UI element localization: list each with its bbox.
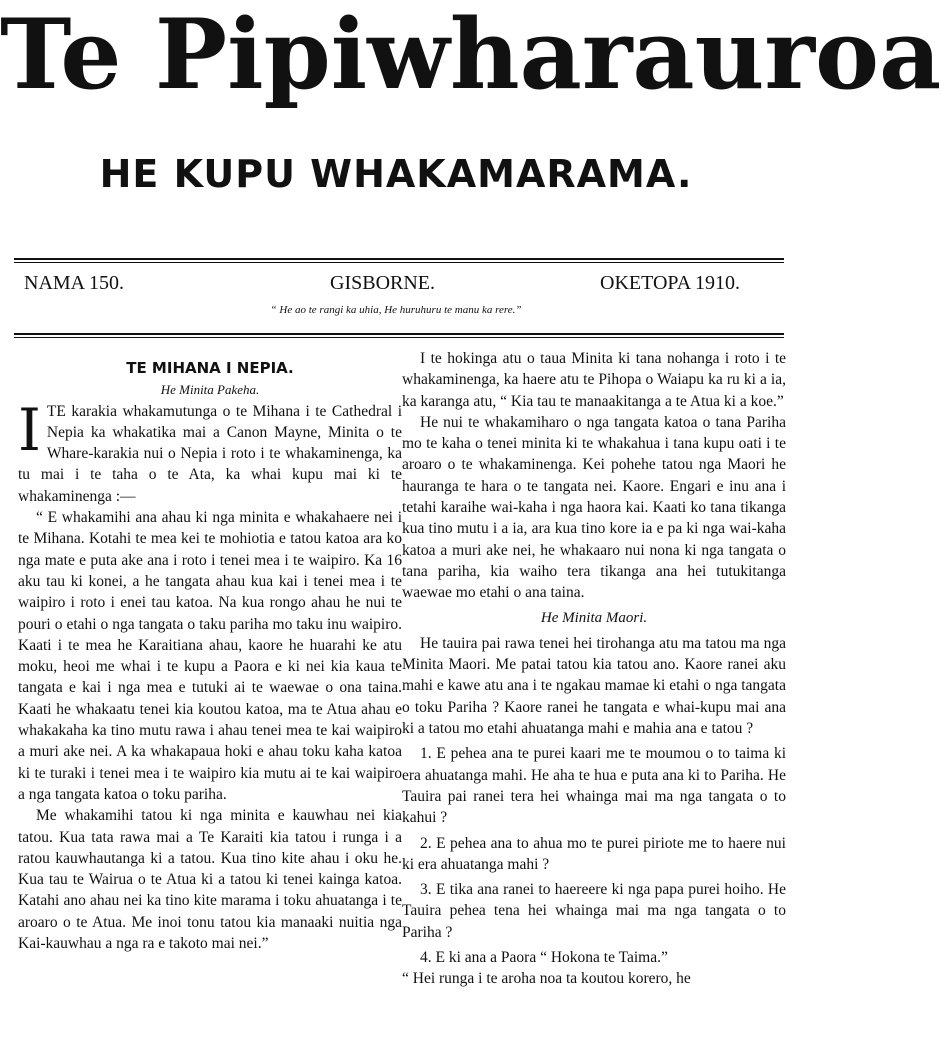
article-byline: He Minita Pakeha. <box>160 382 260 398</box>
question-4: 4. E ki ana a Paora “ Hokona te Taima.” <box>420 949 668 967</box>
article-paragraph-1-text: TE karakia whakamutunga o te Mihana i te Cathedral i Nepia ka whakatika mai a Canon Mayne, Minita o te Whare-karakia nui o Nepia i roto i te whakaminenga, ka tu mai i te taha o te Ata, ka whai kupu mai ki te whakaminenga :— <box>18 402 402 505</box>
issue-city: GISBORNE. <box>330 272 436 294</box>
article-heading: TE MIHANA I NEPIA. <box>126 359 294 377</box>
motto: “ He ao te rangi ka uhia, He huruhuru te manu ka rere.” <box>270 304 522 316</box>
masthead-title: Te Pipiwharauroa <box>0 0 941 111</box>
question-2: 2. E pehea ana to ahua mo te purei piriote me to haere nui ki era ahuatanga mahi ? <box>402 834 786 873</box>
article-paragraph-1 <box>18 395 402 507</box>
article-paragraph-2: “ E whakamihi ana ahau ki nga minita e whakahaere nei i te Mihana. Kotahi te mea kei te mohiotia e tatou katoa ara ko nga mate e puta ake ana i roto i tenei mea i te waipiro. Ka 16 aku tau ki konei, a he tangata ahau kua kai i tenei mea i te waipiro i roto i enei tau katoa. Na kua rongo ahau he nui te pouri o etahi o nga tangata o taku pariha mo taku inu waipiro. Kaati i te mea he Karaitiana ahau, kaore he huarahi ke atu moku, heoi me whai i te kupu a Paora e ki nei kia kaua te tangata e kai i nga mea e tutuki ai te waewae o ona taina. Kaati he whakaatu tenei kia koutou katoa, ma te Atua ahau e whakakaha ka tino mutu rawa i ahau tenei mea te kai waipiro a muri ake nei. A ka whakapaua hoki e ahau toku kaha katoa ki te turaki i tenei mea i te waipiro kia mutu ai te kai waipiro a nga tangata katoa o toku pariha. <box>18 509 402 803</box>
question-1: 1. E pehea ana te purei kaari me te moumou o to taima ki era ahuatanga mahi. He aha te hua e puta ana ki to Pariha. He Tauira pai ranei tera hei whainga mai ma nga tangata o to kahui ? <box>402 745 786 827</box>
right-paragraph-1: I te hokinga atu o taua Minita ki tana nohanga i roto i te whakaminenga, ka haere atu te Pihopa o Waiapu ka ru ki a ia, ka karanga atu, “ Kia tau te manaakitanga a te Atua ki a koe.” <box>402 350 786 410</box>
quote-continuation: “ Hei runga i te aroha noa ta koutou korero, he <box>402 970 691 988</box>
issue-date: OKETOPA 1910. <box>600 272 741 294</box>
question-3: 3. E tika ana ranei to haereere ki nga papa purei hoiho. He Tauira pehea tena hei whainga mai ma nga tangata o to Pariha ? <box>402 881 786 941</box>
masthead-subtitle: HE KUPU WHAKAMARAMA. <box>99 152 693 196</box>
issue-number: NAMA 150. <box>24 272 125 294</box>
right-column <box>402 348 786 990</box>
left-column <box>18 348 402 954</box>
rule-top-thin <box>14 262 784 263</box>
drop-cap: I <box>18 395 41 464</box>
right-paragraph-3: He tauira pai rawa tenei hei tirohanga atu ma tatou ma nga Minita Maori. Me patai tatou kia tatou ano. Kaore ranei aku mahi e kawe atu ana i te ngakau mamae ki etahi o nga tangata o toku Pariha ? Kaore ranei he tangata e whai-kupu mai ana ki a tatou mo etahi ahuatanga mahi e mahia ana e tatou ? <box>402 634 786 738</box>
article-paragraph-3: Me whakamihi tatou ki nga minita e kauwhau nei kia tatou. Kua tata rawa mai a Te Karaiti kia tatou i runga i a ratou kauwhautanga ki a tatou. Kua tino kite ahau i oku he. Kua tau te Wairua o te Atua ki a tatou ki tenei kainga katoa. Katahi ano ahau nei ka tino kite marama i toku ahuatanga i te aroaro o te Atua. Me inoi tonu tatou kia manaaki nuitia nga Kai-kauwhau a nga ra e takoto mai nei.” <box>18 807 402 953</box>
rule-bottom-thin <box>14 337 784 338</box>
rule-bottom <box>14 333 784 335</box>
rule-top <box>14 258 784 260</box>
right-subheading: He Minita Maori. <box>540 609 648 626</box>
right-paragraph-2: He nui te whakamiharo o nga tangata katoa o tana Pariha mo te kaha o tenei minita ki te whakahua i tana kupu oati i te aroaro o te whakaminenga. Kei pohehe tatou nga Maori he hauranga te hara o te tangata nei. Kaore. Engari e inu ana i tetahi karaihe wai-kaha i nga haora kai. Kaati ko tana tikanga kua tino mutu i a ia, ara kua tino kore ia e pa ki nga wai-kaha katoa a muri ake nei, he whakaaro nui nona ki nga tangata o tana pariha, kia waiho tera tikanga ana hei tutukitanga waewae mo etahi o ana taina. <box>402 413 786 602</box>
